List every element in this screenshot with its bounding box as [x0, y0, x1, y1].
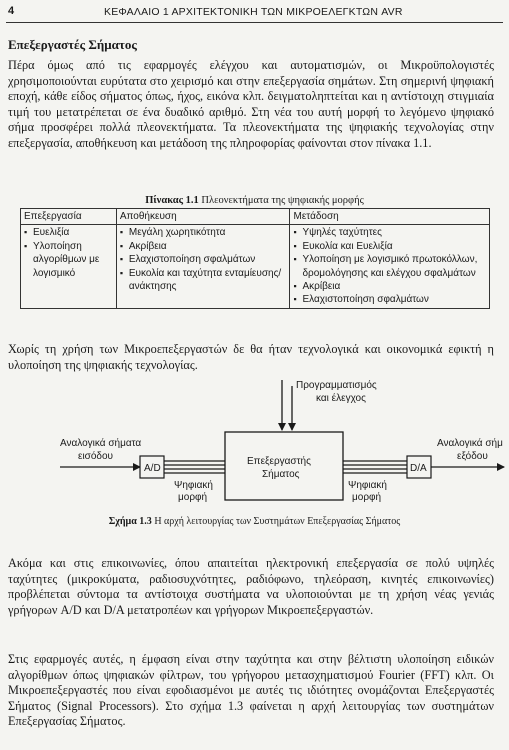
table-header-row [21, 209, 490, 225]
figure-caption-label: Σχήμα 1.3 [108, 516, 152, 527]
analog-output-label: Αναλογικά σήμ [437, 438, 503, 449]
table-cell-transmission [290, 225, 490, 308]
table-caption-text: Πλεονεκτήματα της ψηφιακής μορφής [201, 195, 364, 206]
digital-form-right: Ψηφιακή [348, 480, 387, 491]
digital-form-left: Ψηφιακή [174, 480, 213, 491]
list-item: ▪ Ευκολία και Ευελιξία [293, 240, 486, 253]
table-header-storage: Αποθήκευση [116, 209, 290, 225]
list-item: ▪ Ακρίβεια [120, 240, 287, 253]
adc-label: A/D [144, 463, 161, 474]
paragraph-microprocessors: Χωρίς τη χρήση των Μικροεπεξεργαστών δε θα ήταν τεχνολογικά και οικονομικά εφικτή η υλοποίηση της ψηφιακής τεχνολογίας. [8, 342, 494, 372]
list-item: ▪ Υψηλές ταχύτητες [293, 226, 486, 239]
analog-input-label-2: εισόδου [78, 451, 114, 462]
list-item: ▪ Μεγάλη χωρητικότητα [120, 226, 287, 239]
list-item: ▪ Ευελιξία [24, 226, 113, 239]
signal-processing-diagram [0, 376, 509, 516]
bullet-list [24, 226, 113, 280]
digital-form-left-2: μορφή [178, 492, 208, 503]
header-rule [6, 22, 503, 23]
chapter-running-title: ΚΕΦΑΛΑΙΟ 1 ΑΡΧΙΤΕΚΤΟΝΙΚΗ ΤΩΝ ΜΙΚΡΟΕΛΕΓΚΤΩΝ AVR [104, 6, 403, 18]
list-item: ▪ Ελαχιστοποίηση σφαλμάτων [120, 253, 287, 266]
figure-caption [0, 516, 509, 527]
paragraph-intro: Πέρα όμως από τις εφαρμογές ελέγχου και αυτοματισμών, οι Μικροϋπολογιστές χρησιμοποιούνται ευρύτατα στο χειρισμό και στην επεξεργασία σημάτων. Στη σημερινή ψηφιακή εποχή, κάθε είδος σήματος όπως, ήχος, εικόνα κλπ. δειγματοληπτείται και η αντίστοιχη στιγμιαία τιμή του μετατρέπεται σε ένα δυαδικό αριθμό. Στη νέα του αυτή μορφή το λεγόμενο ψηφιακό σήμα προσφέρει πολλά πλεονεκτήματα. Τα πλεονεκτήματα της ψηφιακής τεχνολογίας στην επεξεργασία, αποθήκευση και μετάδοση της πληροφορίας φαίνονται στον πίνακα 1.1. [8, 58, 494, 150]
table-caption [0, 195, 509, 206]
list-item: ▪ Ευκολία και ταχύτητα ενταμίευσης/ανάκτησης [120, 267, 287, 294]
control-label: και έλεγχος [316, 393, 366, 404]
programming-label: Προγραμματισμός [296, 380, 377, 391]
table-caption-label: Πίνακας 1.1 [145, 195, 199, 206]
table-header-transmission: Μετάδοση [290, 209, 490, 225]
figure-caption-text: Η αρχή λειτουργίας των Συστημάτων Επεξεργασίας Σήματος [154, 516, 401, 527]
page-number: 4 [8, 5, 15, 17]
table-cell-storage [116, 225, 290, 308]
running-header [8, 5, 499, 21]
advantages-table [20, 208, 490, 309]
list-item: ▪ Ακρίβεια [293, 280, 486, 293]
table-row [21, 225, 490, 308]
bullet-list [120, 226, 287, 293]
analog-input-label: Αναλογικά σήματα [60, 438, 142, 449]
list-item: ▪ Υλοποίηση με λογισμικό πρωτοκόλλων, δρομολόγησης και ελέγχου σφαλμάτων [293, 253, 486, 280]
analog-output-label-2: εξόδου [457, 451, 488, 462]
paragraph-signal-processors: Στις εφαρμογές αυτές, η έμφαση είναι στην ταχύτητα και στην βέλτιστη υλοποίηση ειδικών αλγορίθμων όπως ψηφιακών φίλτρων, του γρήγορου μετασχηματισμού Fourier (FFT) κλπ. Οι Μικροεπεξεργαστές που είναι εφοδιασμένοι με αυτές τις ιδιότητες ονομάζονται Επεξεργαστές Σήματος (Signal Processors). Στο σχήμα 1.3 φαίνεται η αρχή λειτουργίας των συστημάτων Επεξεργασίας Σήματος. [8, 652, 494, 729]
digital-form-right-2: μορφή [352, 492, 382, 503]
table-header-processing: Επεξεργασία [21, 209, 117, 225]
section-title: Επεξεργαστές Σήματος [8, 37, 137, 52]
processor-label-2: Σήματος [262, 469, 300, 480]
processor-label: Επεξεργαστής [247, 456, 311, 467]
list-item: ▪ Ελαχιστοποίηση σφαλμάτων [293, 293, 486, 306]
bullet-list [293, 226, 486, 306]
list-item: ▪ Υλοποίηση αλγορίθμων με λογισμικό [24, 240, 113, 280]
paragraph-communications: Ακόμα και στις επικοινωνίες, όπου απαιτείται ηλεκτρονική επεξεργασία σε πολύ υψηλές ταχύτητες (μικροκύματα, ραδιοσυχνότητες, ραδιόφωνο, τηλεόραση, κινητές επικοινωνίες) προβλέπεται σύντομα τα αντίστοιχα συστήματα να υλοποιούνται με τη χρήση νέας γενιάς γρήγορων A/D και D/A μετατροπέων και γρήγορων Μικροεπεξεργαστών. [8, 556, 494, 617]
dac-label: D/A [410, 463, 427, 474]
table-cell-processing [21, 225, 117, 308]
